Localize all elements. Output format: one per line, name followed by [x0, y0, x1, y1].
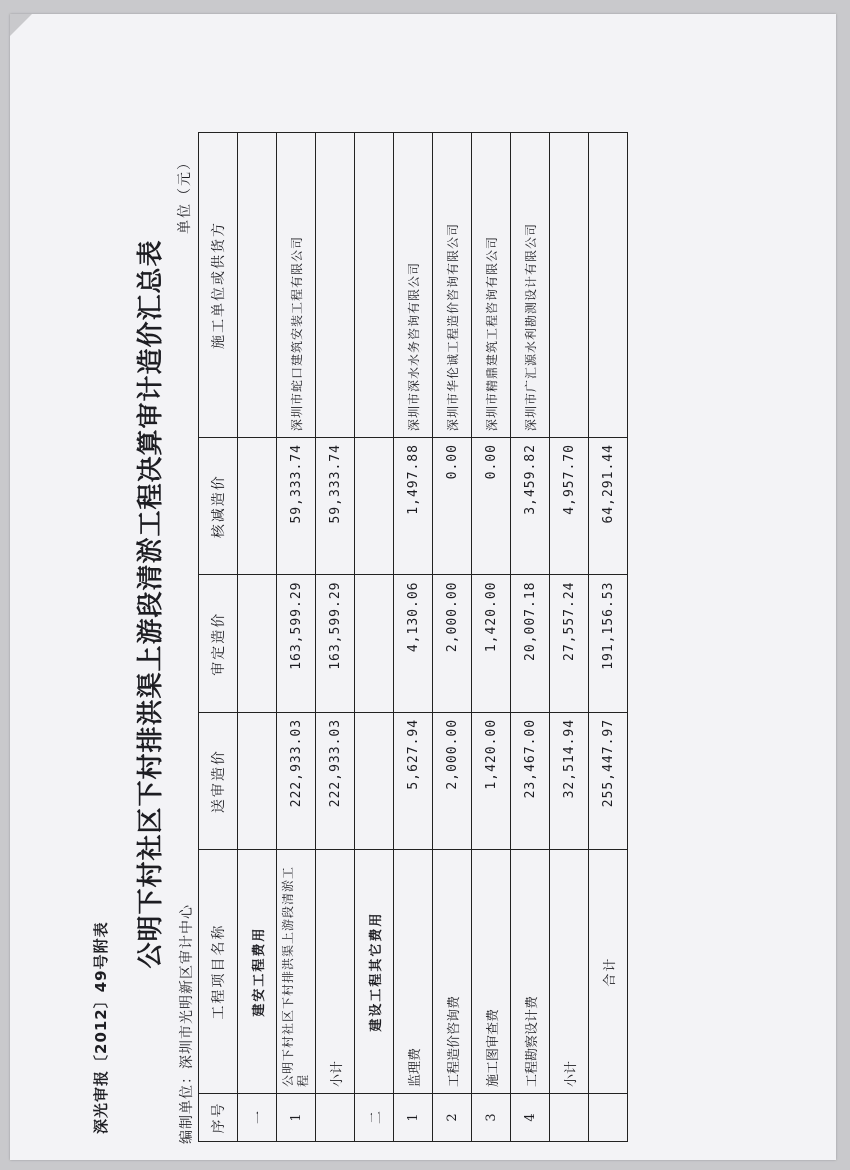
cell-supplier: 深圳市广汇源水利勘测设计有限公司	[511, 133, 550, 438]
cell-project-name: 施工图审查费	[472, 850, 511, 1094]
table-row	[472, 133, 511, 1142]
cell-no: 2	[433, 1093, 472, 1141]
cell-project-name: 工程勘察设计费	[511, 850, 550, 1094]
cell-supplier: 深圳市蛇口建筑安装工程有限公司	[277, 133, 316, 438]
cell-approved: 27,557.24	[550, 575, 589, 712]
cell-supplier	[589, 133, 628, 438]
cell-no	[589, 1093, 628, 1141]
col-header-supplier: 施工单位或供货方	[199, 133, 238, 438]
cell-no: 3	[472, 1093, 511, 1141]
cell-approved	[355, 575, 394, 712]
cell-submitted: 1,420.00	[472, 712, 511, 849]
table-row	[511, 133, 550, 1142]
cell-reduction: 4,957.70	[550, 438, 589, 575]
cell-reduction: 1,497.88	[394, 438, 433, 575]
cell-reduction: 0.00	[433, 438, 472, 575]
col-header-project: 工程项目名称	[199, 850, 238, 1094]
cell-submitted: 2,000.00	[433, 712, 472, 849]
table-body	[238, 133, 628, 1142]
cell-approved	[238, 575, 277, 712]
rotated-document	[90, 44, 820, 1164]
cell-submitted	[238, 712, 277, 849]
cell-approved: 2,000.00	[433, 575, 472, 712]
cell-submitted: 23,467.00	[511, 712, 550, 849]
cell-project-name: 建设工程其它费用	[355, 850, 394, 1094]
cell-approved: 4,130.06	[394, 575, 433, 712]
section-row	[238, 133, 277, 1142]
cell-no: 4	[511, 1093, 550, 1141]
cell-project-name: 合计	[589, 850, 628, 1094]
cell-reduction	[355, 438, 394, 575]
cell-approved: 1,420.00	[472, 575, 511, 712]
cell-reduction: 59,333.74	[277, 438, 316, 575]
cell-reduction: 64,291.44	[589, 438, 628, 575]
cell-no: 二	[355, 1093, 394, 1141]
cell-project-name: 工程造价咨询费	[433, 850, 472, 1094]
scanned-page	[10, 14, 836, 1160]
audit-summary-table	[198, 132, 628, 1142]
cell-supplier	[550, 133, 589, 438]
document-number: 深光审报〔2012〕49号附表	[92, 921, 110, 1134]
cell-submitted	[355, 712, 394, 849]
col-header-submitted: 送审造价	[199, 712, 238, 849]
cell-approved: 163,599.29	[316, 575, 355, 712]
cell-approved: 163,599.29	[277, 575, 316, 712]
cell-supplier	[316, 133, 355, 438]
cell-no	[316, 1093, 355, 1141]
cell-approved: 191,156.53	[589, 575, 628, 712]
cell-project-name: 监理费	[394, 850, 433, 1094]
col-header-approved: 审定造价	[199, 575, 238, 712]
cell-approved: 20,007.18	[511, 575, 550, 712]
col-header-reduction: 核减造价	[199, 438, 238, 575]
table-row	[433, 133, 472, 1142]
page-corner-fold	[10, 14, 32, 36]
cell-reduction	[238, 438, 277, 575]
col-header-no: 序号	[199, 1093, 238, 1141]
table-row	[394, 133, 433, 1142]
cell-no: 1	[277, 1093, 316, 1141]
cell-project-name: 小计	[550, 850, 589, 1094]
section-row	[355, 133, 394, 1142]
cell-submitted: 32,514.94	[550, 712, 589, 849]
table-row	[277, 133, 316, 1142]
cell-supplier: 深圳市精鼎建筑工程咨询有限公司	[472, 133, 511, 438]
table-row	[316, 133, 355, 1142]
cell-no: 一	[238, 1093, 277, 1141]
cell-project-name: 建安工程费用	[238, 850, 277, 1094]
cell-supplier	[355, 133, 394, 438]
table-header-row	[199, 133, 238, 1142]
currency-unit: 单位（元）	[177, 154, 193, 234]
cell-no	[550, 1093, 589, 1141]
cell-reduction: 59,333.74	[316, 438, 355, 575]
cell-supplier	[238, 133, 277, 438]
cell-supplier: 深圳市华伦诚工程造价咨询有限公司	[433, 133, 472, 438]
report-title: 公明下村社区下村排洪渠上游段清淤工程决算审计造价汇总表	[136, 239, 166, 969]
cell-supplier: 深圳市深水水务咨询有限公司	[394, 133, 433, 438]
cell-project-name: 公明下村社区下村排洪渠上游段清淤工程	[277, 850, 316, 1094]
cell-submitted: 222,933.03	[316, 712, 355, 849]
cell-submitted: 5,627.94	[394, 712, 433, 849]
cell-project-name: 小计	[316, 850, 355, 1094]
compiling-unit: 编制单位：深圳市光明新区审计中心	[179, 904, 195, 1144]
cell-reduction: 3,459.82	[511, 438, 550, 575]
table-row	[550, 133, 589, 1142]
cell-reduction: 0.00	[472, 438, 511, 575]
cell-submitted: 255,447.97	[589, 712, 628, 849]
total-row	[589, 133, 628, 1142]
cell-submitted: 222,933.03	[277, 712, 316, 849]
cell-no: 1	[394, 1093, 433, 1141]
